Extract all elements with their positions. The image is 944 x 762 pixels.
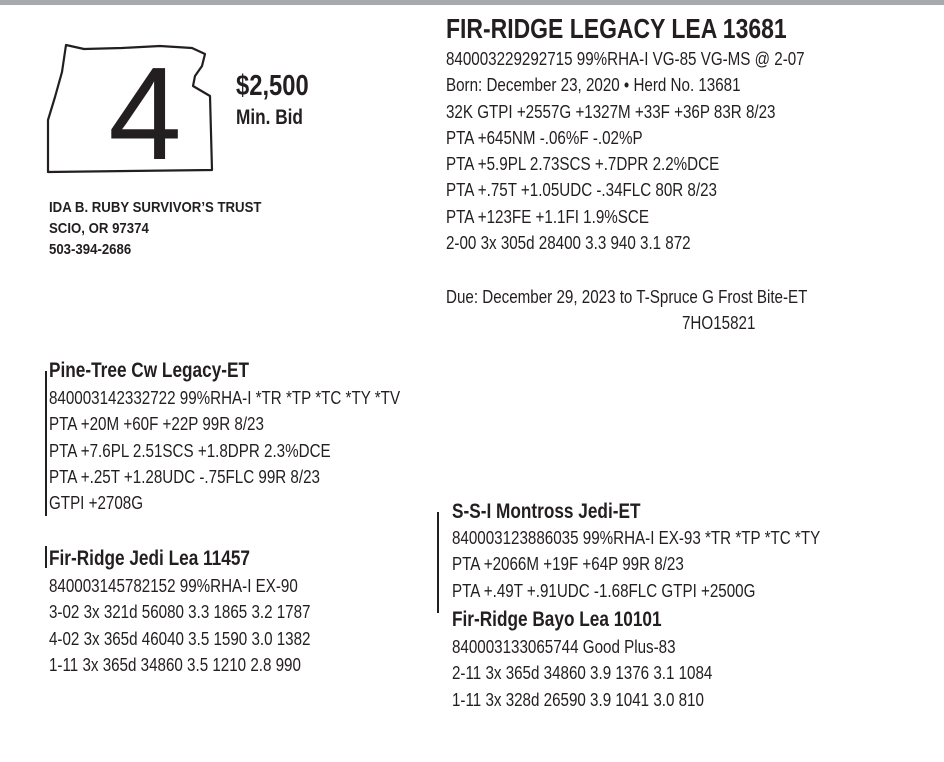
animal-detail-line: PTA +645NM -.06%F -.02%P <box>446 126 643 148</box>
sire-detail-line: PTA +7.6PL 2.51SCS +1.8DPR 2.3%DCE <box>49 439 331 461</box>
consignor-name: IDA B. RUBY SURVIVOR’S TRUST <box>49 199 262 216</box>
sire-detail-line: 840003142332722 99%RHA-I *TR *TP *TC *TY *TV <box>49 387 401 408</box>
min-bid-label: Min. Bid <box>236 106 303 129</box>
service-sire-code: 7HO15821 <box>682 312 756 333</box>
dam-name: Fir-Ridge Jedi Lea 11457 <box>49 547 250 570</box>
maternal-dam-details <box>452 634 712 713</box>
sire-details <box>49 385 400 516</box>
dam-detail-line: 1-11 3x 365d 34860 3.5 1210 2.8 990 <box>49 653 301 675</box>
consignor-block <box>49 197 261 260</box>
maternal-dam-detail-line: 840003133065744 Good Plus-83 <box>452 636 676 657</box>
maternal-sire-name: S-S-I Montross Jedi-ET <box>452 500 641 523</box>
animal-detail-line: 840003229292715 99%RHA-I VG-85 VG-MS @ 2-07 <box>446 48 805 69</box>
pedigree-bracket <box>437 512 439 613</box>
maternal-dam-detail-line: 1-11 3x 328d 26590 3.9 1041 3.0 810 <box>452 688 704 710</box>
animal-detail-line: 2-00 3x 305d 28400 3.3 940 3.1 872 <box>446 232 691 254</box>
sire-name: Pine-Tree Cw Legacy-ET <box>49 359 250 382</box>
consignor-phone: 503-394-2686 <box>49 241 132 258</box>
animal-detail-line: Born: December 23, 2020 • Herd No. 13681 <box>446 74 741 96</box>
animal-details <box>446 46 805 256</box>
animal-detail-line: PTA +.75T +1.05UDC -.34FLC 80R 8/23 <box>446 179 717 201</box>
sire-detail-line: PTA +20M +60F +22P 99R 8/23 <box>49 413 264 435</box>
price: $2,500 <box>236 70 309 102</box>
maternal-sire-details <box>452 525 820 604</box>
sire-detail-line: GTPI +2708G <box>49 492 144 514</box>
sire-detail-line: PTA +.25T +1.28UDC -.75FLC 99R 8/23 <box>49 465 320 487</box>
pedigree-bracket <box>45 546 47 568</box>
animal-detail-line: PTA +123FE +1.1FI 1.9%SCE <box>446 205 649 227</box>
maternal-dam-name: Fir-Ridge Bayo Lea 10101 <box>452 608 662 631</box>
top-border <box>0 0 944 5</box>
consignor-city: SCIO, OR 97374 <box>49 220 149 237</box>
maternal-dam-detail-line: 2-11 3x 365d 34860 3.9 1376 3.1 1084 <box>452 662 713 684</box>
dam-detail-line: 840003145782152 99%RHA-I EX-90 <box>49 575 298 596</box>
animal-detail-line: 32K GTPI +2557G +1327M +33F +36P 83R 8/23 <box>446 100 776 122</box>
maternal-sire-detail-line: PTA +2066M +19F +64P 99R 8/23 <box>452 553 684 575</box>
due-date: Due: December 29, 2023 to T-Spruce G Frost Bite-ET <box>446 286 808 307</box>
maternal-sire-detail-line: 840003123886035 99%RHA-I EX-93 *TR *TP *TC *TY <box>452 527 821 548</box>
lot-number: 4 <box>108 40 182 187</box>
dam-details <box>49 573 310 678</box>
dam-detail-line: 4-02 3x 365d 46040 3.5 1590 3.0 1382 <box>49 627 311 649</box>
animal-name: FIR-RIDGE LEGACY LEA 13681 <box>446 13 787 44</box>
dam-detail-line: 3-02 3x 321d 56080 3.3 1865 3.2 1787 <box>49 601 311 623</box>
pedigree-bracket <box>45 371 47 516</box>
maternal-sire-detail-line: PTA +.49T +.91UDC -1.68FLC GTPI +2500G <box>452 579 756 601</box>
animal-detail-line: PTA +5.9PL 2.73SCS +.7DPR 2.2%DCE <box>446 153 720 175</box>
